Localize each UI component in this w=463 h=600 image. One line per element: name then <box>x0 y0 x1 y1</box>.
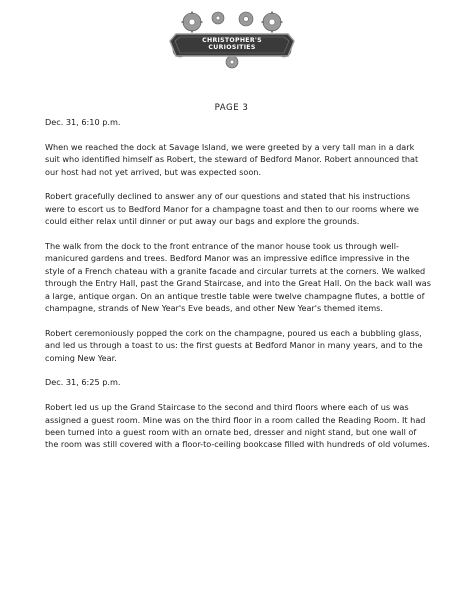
journal-body <box>45 116 431 463</box>
paragraph: When we reached the dock at Savage Island, we were greeted by a very tall man in a dark suit who identified himself as Robert, the steward of Bedford Manor. Robert announced that our host had not yet arrived, but was expected soon. <box>45 141 419 177</box>
paragraph: Robert gracefully declined to answer any of our questions and stated that his instructions were to escort us to Bedford Manor for a champagne toast and then to our rooms where we could either relax until dinner or put away our bags and explore the grounds. <box>45 191 419 227</box>
entry-date: Dec. 31, 6:10 p.m. <box>45 117 121 127</box>
entry-date: Dec. 31, 6:25 p.m. <box>45 377 121 388</box>
logo-wordmark <box>162 37 302 51</box>
paragraph: The walk from the dock to the front entrance of the manor house took us through well-manicured gardens and trees. Bedford Manor was an impressive edifice impressive in the style of a French chateau with a granite facade and circular turrets at the corners. We walked through the Entry Hall, past the Grand Staircase, and into the Great Hall. On the back wall was a large, antique organ. On an antique trestle table were twelve champagne flutes, a bottle of champagne, strands of New Year's Eve beads, and other New Year's themed items. <box>45 241 431 314</box>
logo-line-1: CHRISTOPHER'S <box>202 37 262 44</box>
christophers-curiosities-logo <box>162 10 302 70</box>
page-number: PAGE 3 <box>214 103 249 113</box>
paragraph: Robert led us up the Grand Staircase to the second and third floors where each of us was assigned a guest room. Mine was on the third floor in a room called the Reading Room. It had been turned into a guest room with an ornate bed, dresser and night stand, but one wall of the room was still covered with a floor-to-ceiling bookcase filled with hundreds of old volumes. <box>45 402 430 450</box>
paragraph: Robert ceremoniously popped the cork on the champagne, poured us each a bubbling glass, and led us through a toast to us: the first guests at Bedford Manor in many years, and to the coming New Year. <box>45 327 423 363</box>
logo-line-2: CURIOSITIES <box>208 44 256 51</box>
